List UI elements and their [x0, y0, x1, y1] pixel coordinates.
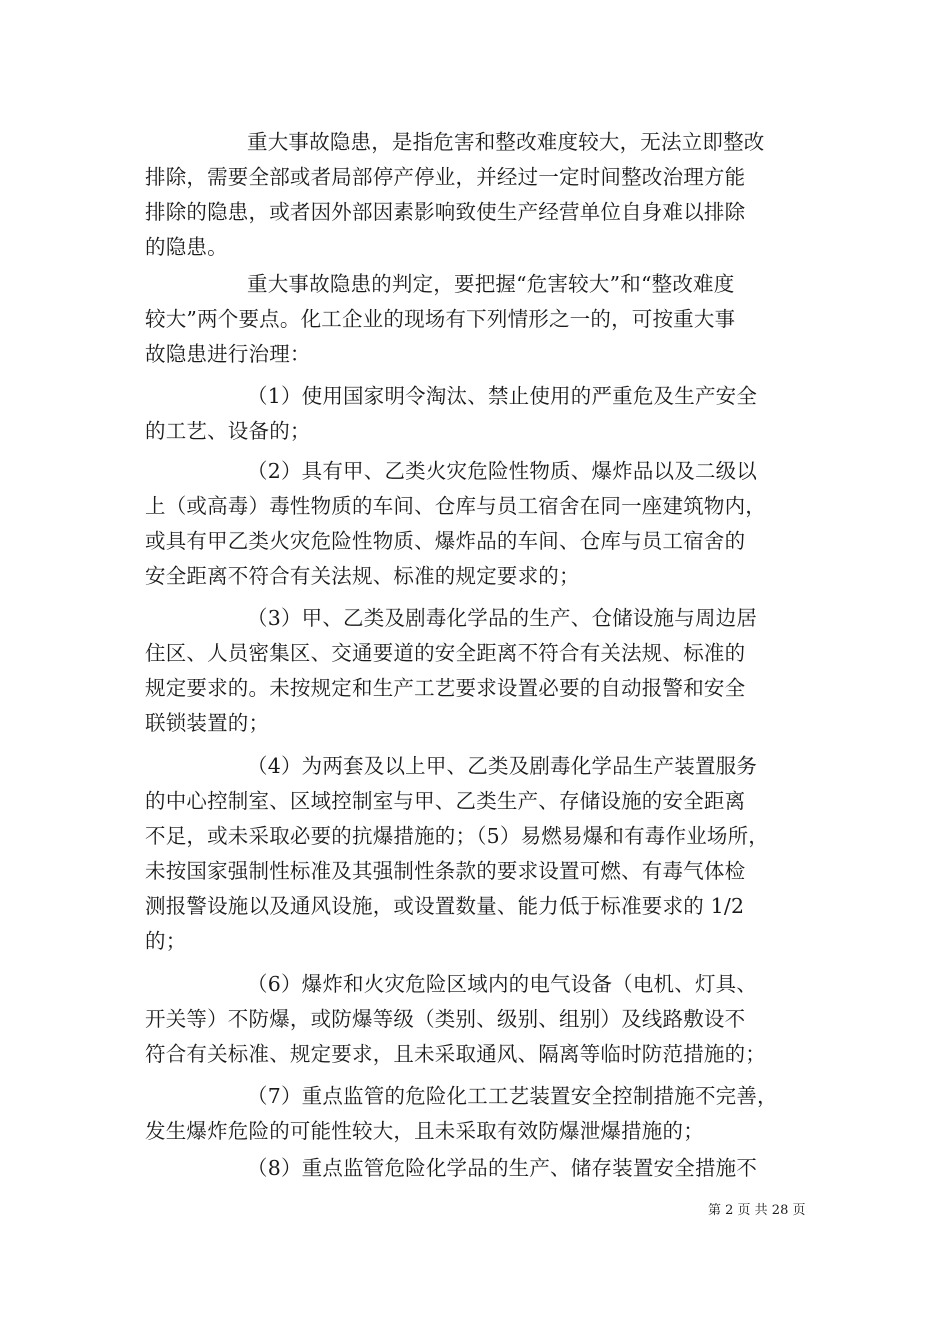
text-line: 开关等）不防爆，或防爆等级（类别、级别、组别）及线路敷设不	[145, 1007, 746, 1031]
text-line: 的中心控制室、区域控制室与甲、乙类生产、存储设施的安全距离	[145, 789, 746, 813]
text-line: 安全距离不符合有关法规、标准的规定要求的；	[145, 564, 580, 588]
text-line: 上（或高毒）毒性物质的车间、仓库与员工宿舍在同一座建筑物内，	[145, 494, 766, 518]
text-line: （6）爆炸和火灾危险区域内的电气设备（电机、灯具、	[247, 972, 758, 996]
text-line: （8）重点监管危险化学品的生产、储存装置安全措施不	[247, 1156, 758, 1180]
text-line: 的隐患。	[145, 235, 228, 259]
text-line: （3）甲、乙类及剧毒化学品的生产、仓储设施与周边居	[247, 606, 758, 630]
text-line: （7）重点监管的危险化工工艺装置安全控制措施不完善，	[247, 1084, 778, 1108]
text-line: 测报警设施以及通风设施，或设置数量、能力低于标准要求的 1/2	[145, 894, 745, 918]
text-line: 的工艺、设备的；	[145, 419, 311, 443]
text-line: 重大事故隐患，是指危害和整改难度较大，无法立即整改	[247, 130, 765, 154]
text-line: 排除的隐患，或者因外部因素影响致使生产经营单位自身难以排除	[145, 200, 746, 224]
text-line: 的；	[145, 929, 187, 953]
text-line: 联锁装置的；	[145, 711, 270, 735]
text-line: 住区、人员密集区、交通要道的安全距离不符合有关法规、标准的	[145, 641, 746, 665]
text-line: （4）为两套及以上甲、乙类及剧毒化学品生产装置服务	[247, 754, 758, 778]
text-line: 或具有甲乙类火灾危险性物质、爆炸品的车间、仓库与员工宿舍的	[145, 529, 746, 553]
text-line: 未按国家强制性标准及其强制性条款的要求设置可燃、有毒气体检	[145, 859, 746, 883]
text-line: 符合有关标准、规定要求，且未采取通风、隔离等临时防范措施的；	[145, 1042, 766, 1066]
text-line: 重大事故隐患的判定，要把握“危害较大”和“整改难度	[247, 272, 735, 296]
text-line: 发生爆炸危险的可能性较大，且未采取有效防爆泄爆措施的；	[145, 1119, 704, 1143]
text-line: 排除，需要全部或者局部停产停业，并经过一定时间整改治理方能	[145, 165, 746, 189]
text-line: 故隐患进行治理：	[145, 342, 311, 366]
page-number-footer: 第 2 页 共 28 页	[708, 1203, 806, 1218]
text-line: 规定要求的。未按规定和生产工艺要求设置必要的自动报警和安全	[145, 676, 746, 700]
text-line: 较大”两个要点。化工企业的现场有下列情形之一的，可按重大事	[145, 307, 736, 331]
text-line: 不足，或未采取必要的抗爆措施的；（5）易燃易爆和有毒作业场所，	[145, 824, 769, 848]
text-line: （1）使用国家明令淘汰、禁止使用的严重危及生产安全	[247, 384, 758, 408]
text-line: （2）具有甲、乙类火灾危险性物质、爆炸品以及二级以	[247, 459, 758, 483]
